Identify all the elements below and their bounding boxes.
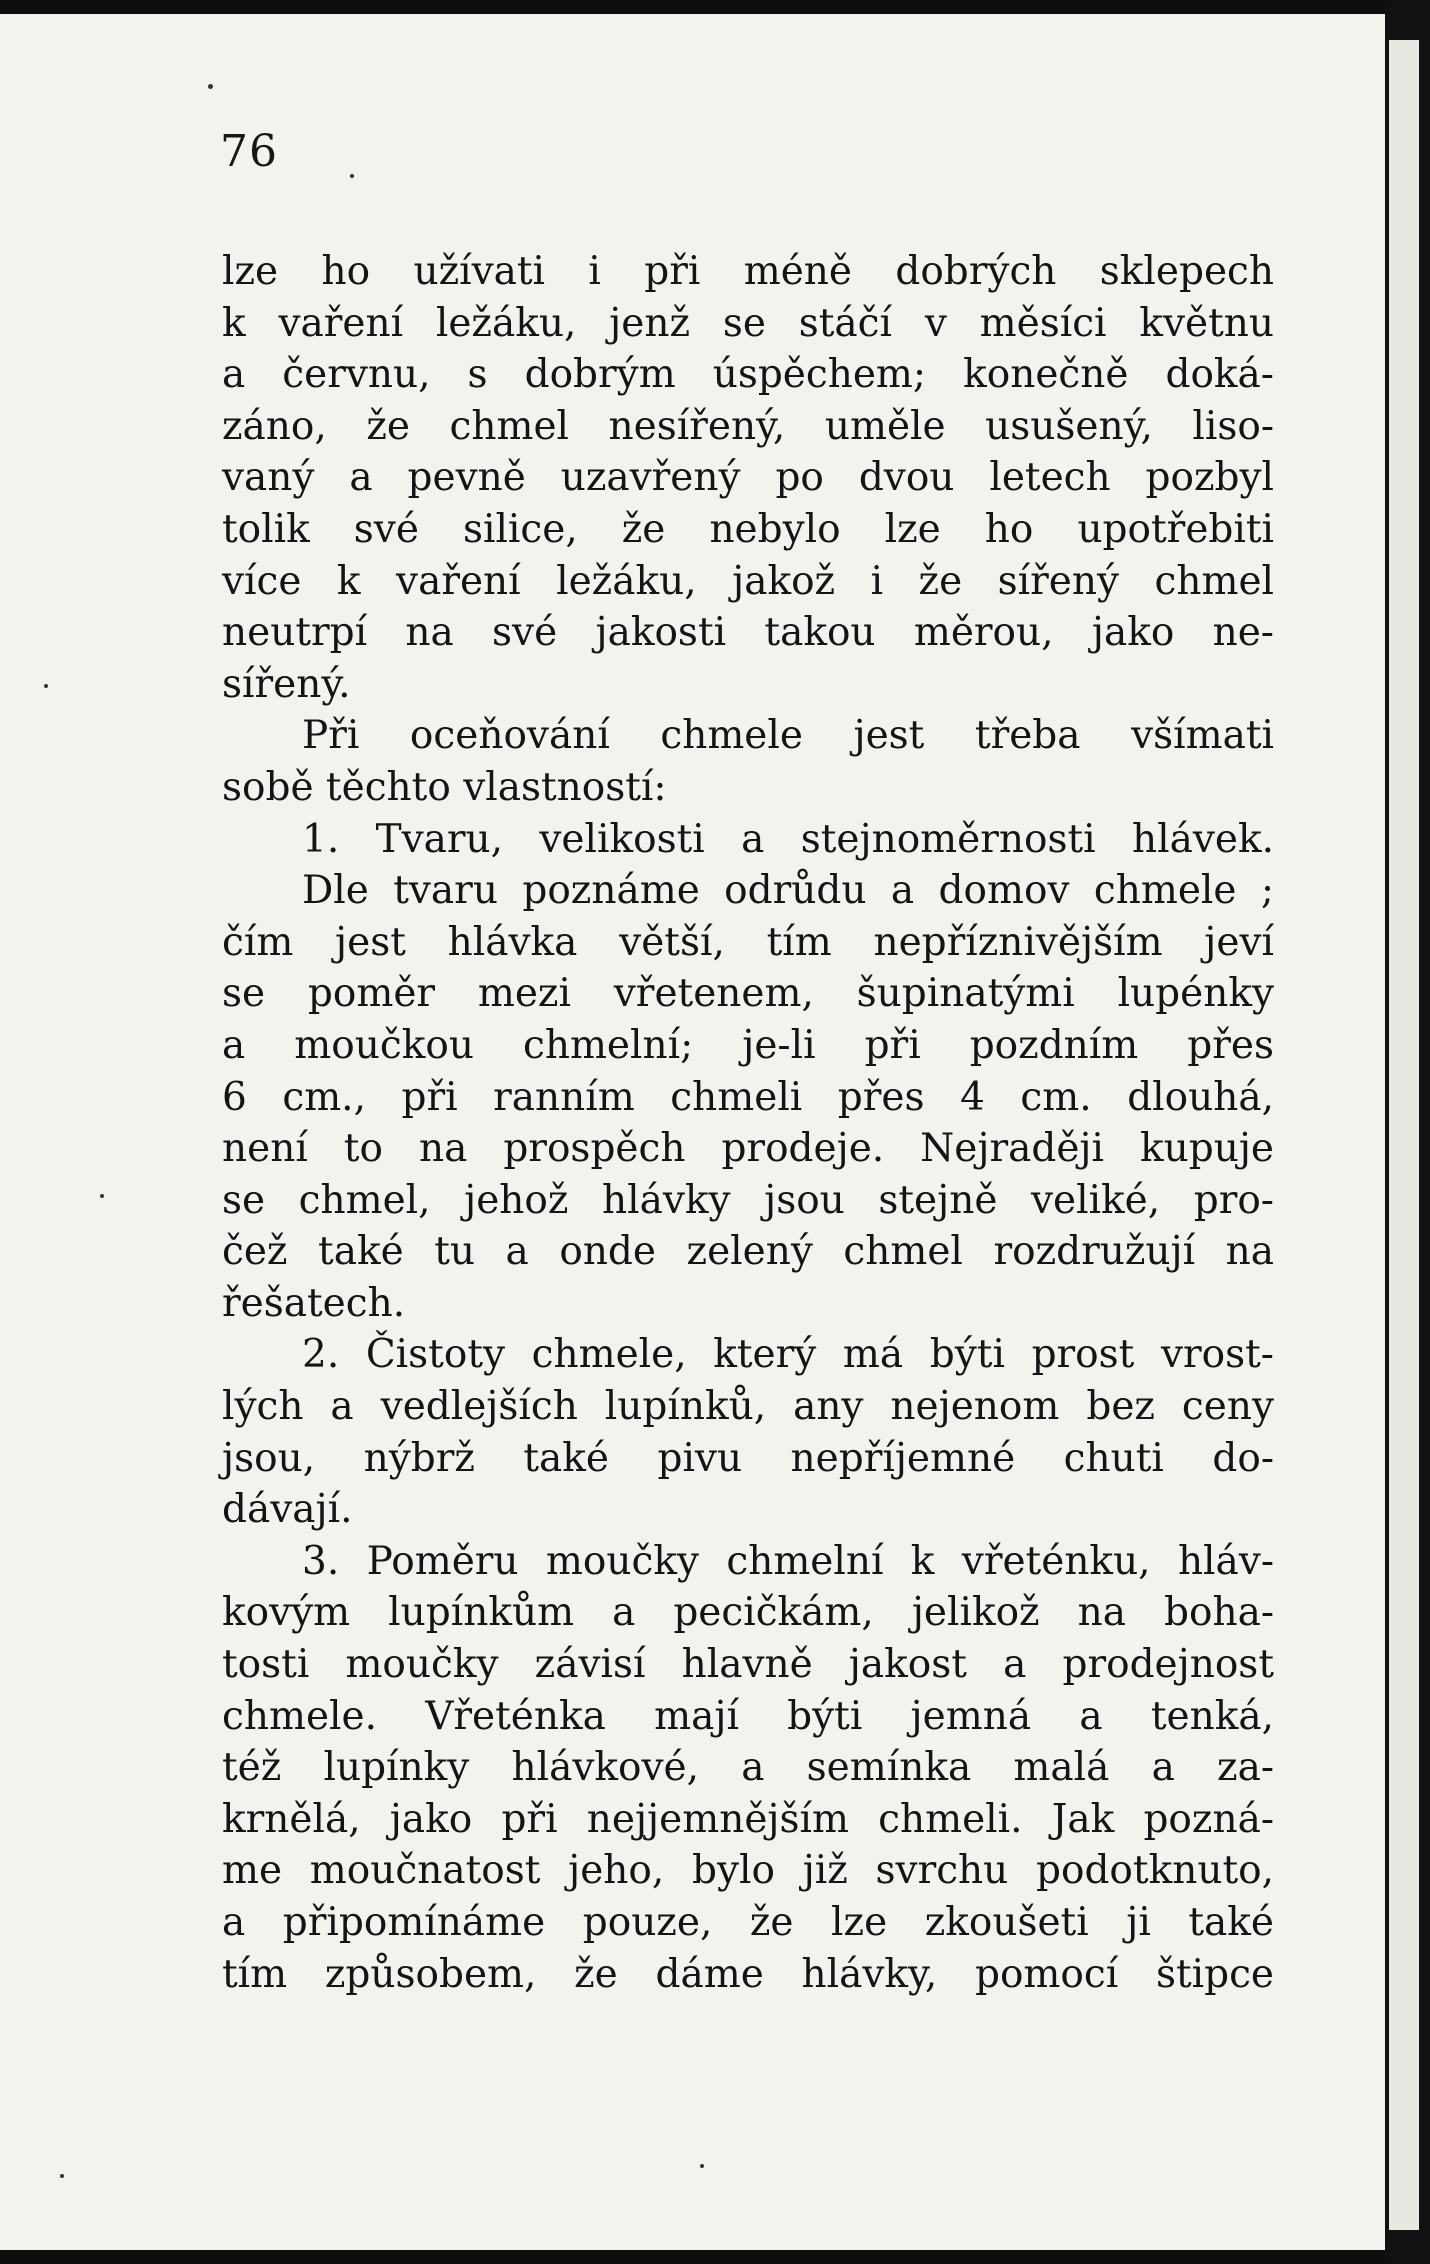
text-line: lze ho užívati i při méně dobrých sklepech [222, 249, 1274, 294]
text-line: Dle tvaru poznáme odrůdu a domov chmele ; [302, 868, 1274, 914]
text-line: se poměr mezi vřetenem, šupinatými lupénky [222, 971, 1274, 1017]
text-line: tosti moučky závisí hlavně jakost a prodejnost [222, 1642, 1274, 1688]
text-line: a připomínáme pouze, že lze zkoušeti ji také [222, 1900, 1274, 1945]
text-line: řešatech. [222, 1280, 406, 1326]
text-line: čím jest hlávka větší, tím nepříznivějším jeví [222, 919, 1274, 965]
print-speck [44, 684, 48, 688]
page-number: 76 [220, 126, 278, 177]
text-line: a červnu, s dobrým úspěchem; konečně doká- [222, 352, 1274, 398]
text-line: se chmel, jehož hlávky jsou stejně veliké, pro- [222, 1177, 1274, 1223]
text-line: krnělá, jako při nejjemnějším chmeli. Jak pozná- [222, 1796, 1274, 1842]
text-line: 2. Čistoty chmele, který má býti prost vrost- [302, 1332, 1274, 1378]
text-line: záno, že chmel nesířený, uměle usušený, liso- [222, 403, 1274, 449]
text-line: sířený. [222, 661, 351, 707]
text-line: k vaření ležáku, jenž se stáčí v měsíci květnu [222, 300, 1274, 346]
text-line: tolik své silice, že nebylo lze ho upotřebiti [222, 506, 1274, 552]
print-speck [100, 1194, 104, 1198]
text-line: více k vaření ležáku, jakož i že sířený chmel [222, 558, 1274, 604]
text-line: a moučkou chmelní; je-li při pozdním přes [222, 1022, 1274, 1068]
text-line: me moučnatost jeho, bylo již svrchu podotknuto, [222, 1848, 1274, 1894]
book-page [0, 14, 1385, 2250]
body-text [222, 246, 1274, 2000]
text-line: vaný a pevně uzavřený po dvou letech pozbyl [222, 455, 1274, 501]
text-line: 3. Poměru moučky chmelní k vřeténku, hláv- [302, 1538, 1274, 1584]
text-line: Při oceňování chmele jest třeba všímati [302, 713, 1274, 759]
text-line: tím způsobem, že dáme hlávky, pomocí štipce [222, 1951, 1274, 1997]
print-speck [700, 2164, 704, 2168]
print-speck [208, 84, 213, 89]
text-line: lých a vedlejších lupínků, any nejenom bez ceny [222, 1384, 1274, 1430]
text-line: není to na prospěch prodeje. Nejraději kupuje [222, 1126, 1274, 1172]
page-edge [1385, 0, 1430, 2264]
text-line: jsou, nýbrž také pivu nepříjemné chuti do- [222, 1435, 1274, 1481]
text-line: 6 cm., při ranním chmeli přes 4 cm. dlouhá, [222, 1074, 1274, 1120]
text-line: neutrpí na své jakosti takou měrou, jako ne- [222, 610, 1274, 656]
text-line: chmele. Vřeténka mají býti jemná a tenká, [222, 1693, 1274, 1739]
print-speck [60, 2174, 64, 2178]
adjacent-page-strip [1389, 40, 1419, 2230]
text-line: kovým lupínkům a pecičkám, jelikož na boha- [222, 1590, 1274, 1636]
print-speck [350, 174, 354, 178]
text-line: 1. Tvaru, velikosti a stejnoměrnosti hlávek. [302, 816, 1274, 862]
text-line: sobě těchto vlastností: [222, 764, 667, 810]
text-line: dávají. [222, 1487, 353, 1533]
text-line: čež také tu a onde zelený chmel rozdružují na [222, 1229, 1274, 1275]
text-line: též lupínky hlávkové, a semínka malá a za- [222, 1745, 1274, 1791]
